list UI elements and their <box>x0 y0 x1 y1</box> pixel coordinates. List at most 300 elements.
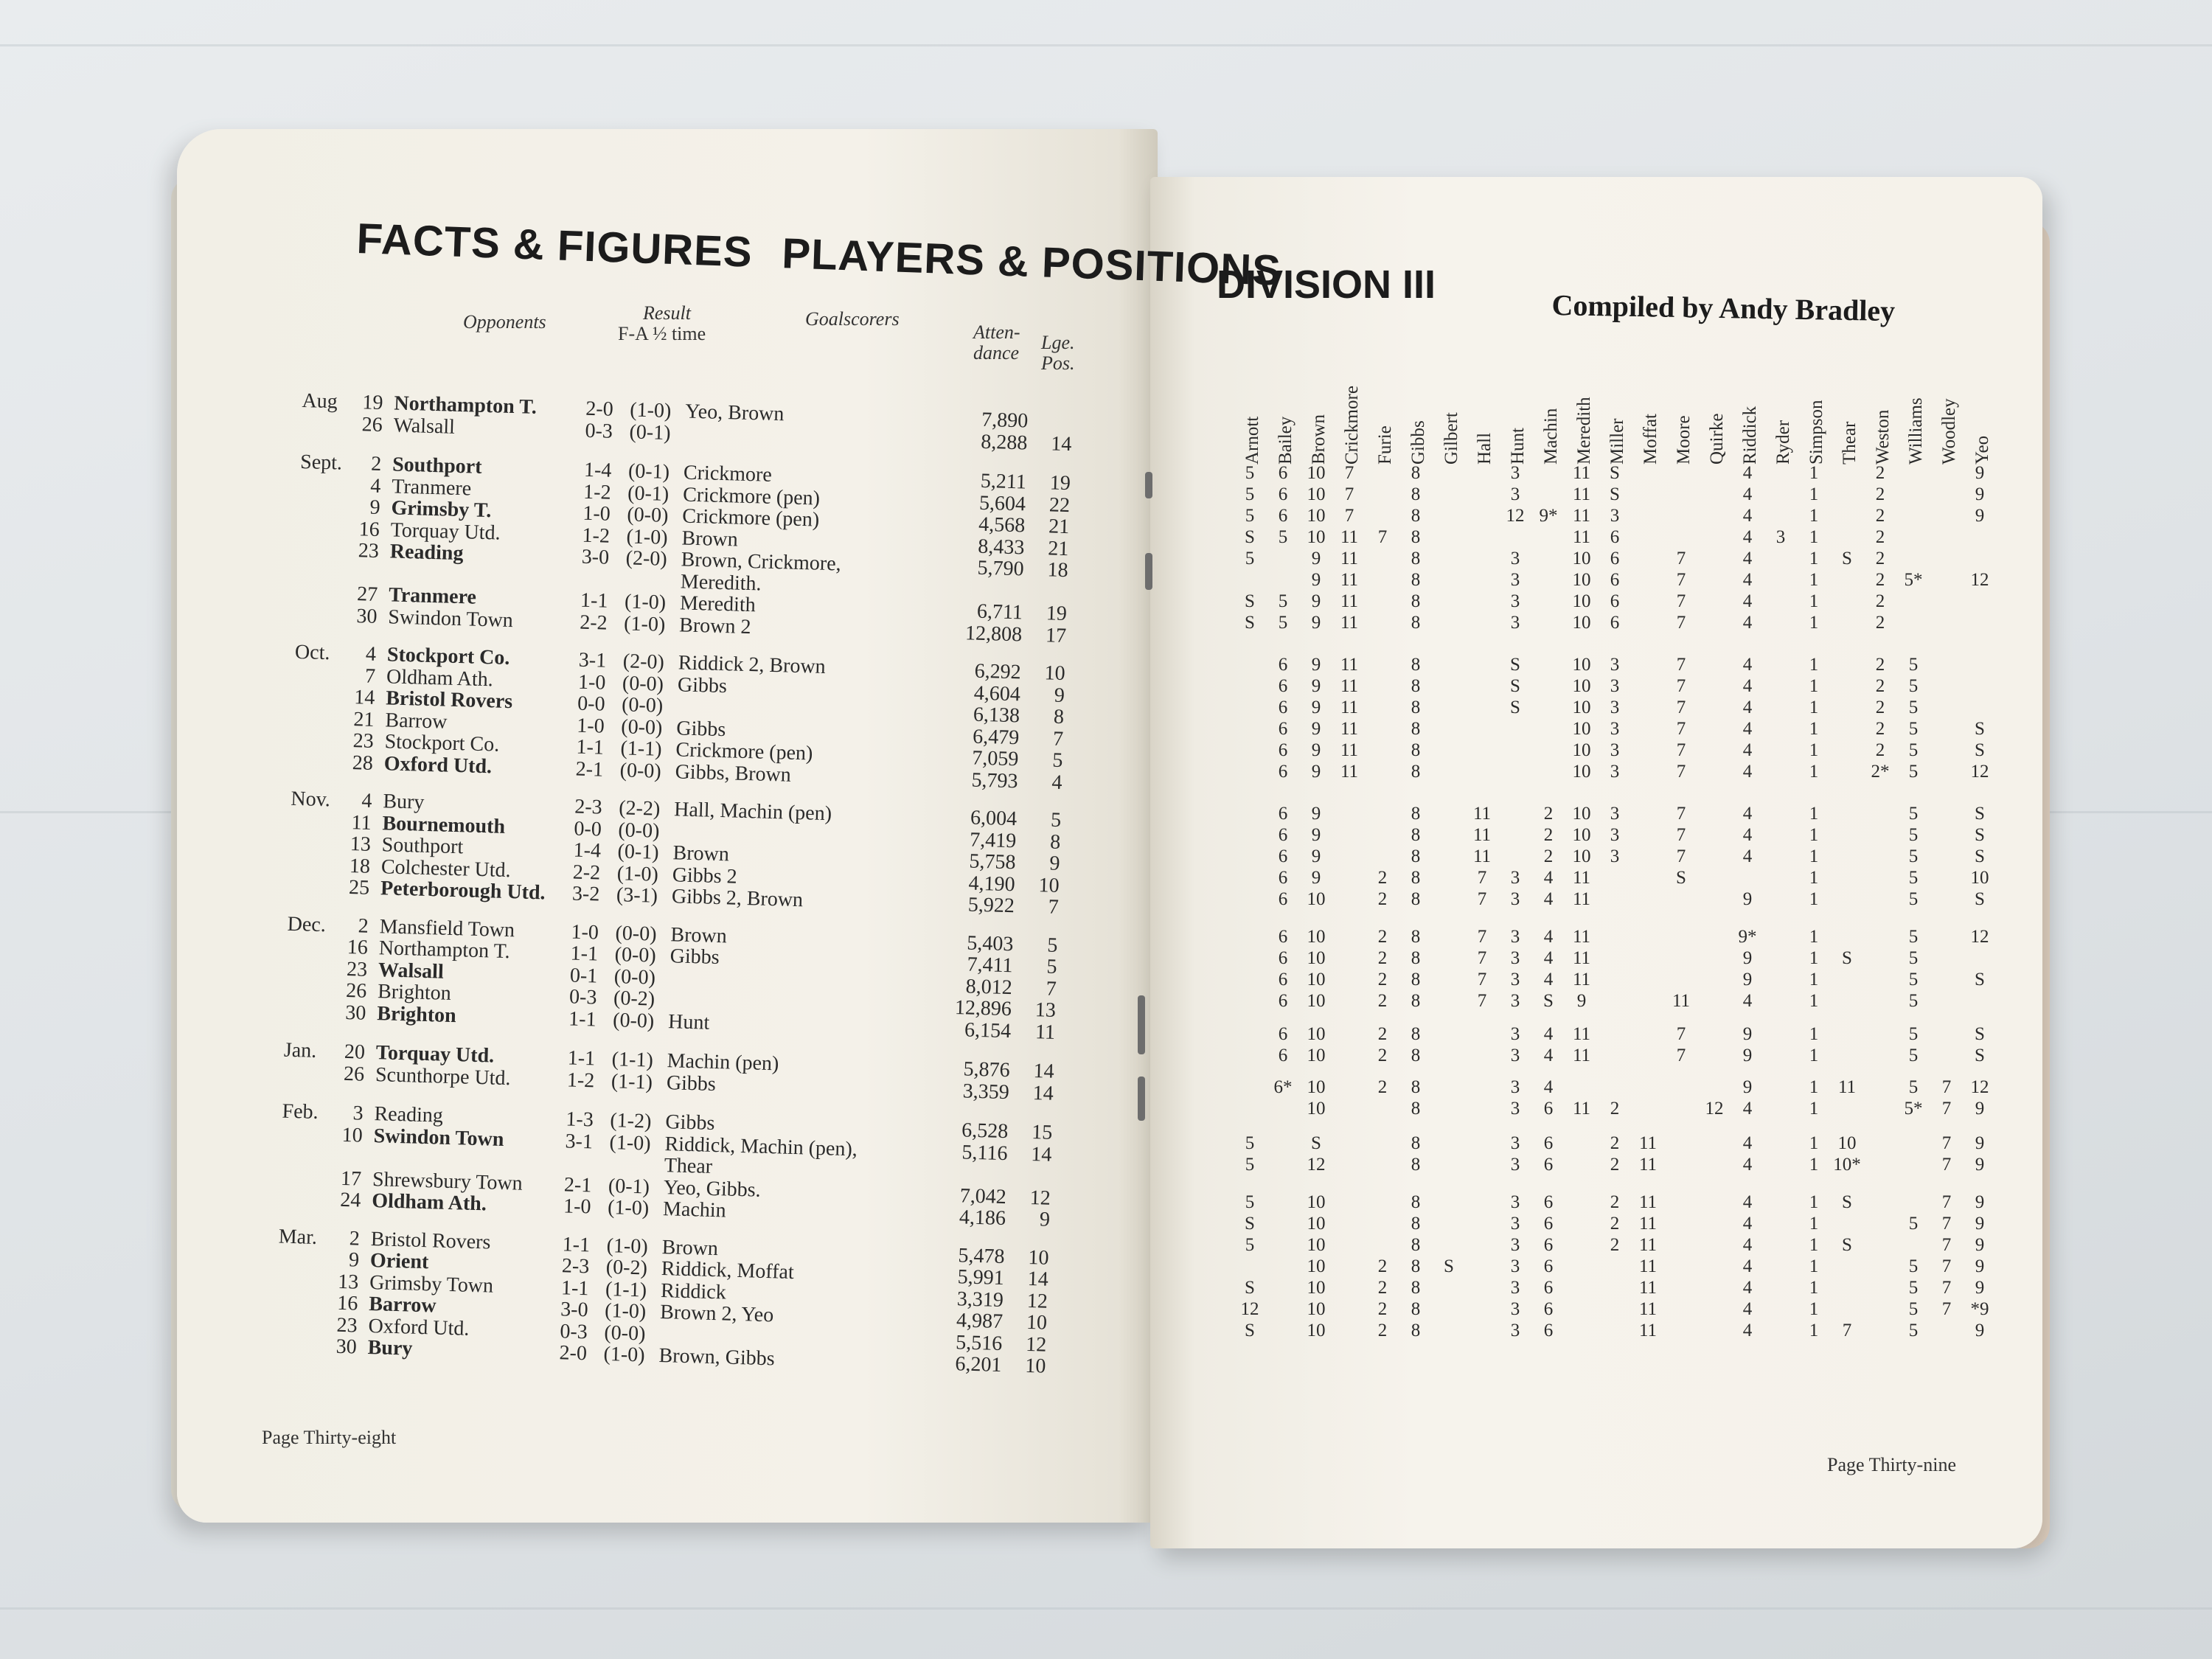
positions-row <box>1224 868 2020 888</box>
position-cell: 2 <box>1875 484 1885 504</box>
position-cell: 10 <box>1307 1046 1326 1065</box>
position-cell: 9 <box>1311 570 1321 590</box>
position-cell: 9 <box>1311 868 1321 888</box>
fixture-result: 0-1 <box>569 963 598 987</box>
position-cell: 6 <box>1278 506 1288 526</box>
position-cell: 3 <box>1510 1099 1520 1119</box>
fixture-attendance: 6,479 <box>972 725 1020 749</box>
fixture-month: Oct. <box>294 640 330 665</box>
fixture-halftime: (0-2) <box>613 987 655 1011</box>
fixture-halftime: (0-1) <box>617 840 660 864</box>
fixture-opponent: Barrow <box>368 1293 437 1318</box>
position-cell: 2 <box>1377 1321 1388 1340</box>
position-cell: 7 <box>1941 1235 1952 1255</box>
position-cell: 4 <box>1742 698 1753 717</box>
position-cell: 7 <box>1941 1214 1952 1234</box>
position-cell: 8 <box>1411 527 1421 547</box>
position-cell: 1 <box>1809 1278 1819 1298</box>
fixture-day: 19 <box>362 391 383 415</box>
position-cell: 4 <box>1742 1321 1753 1340</box>
positions-row <box>1224 1321 2020 1341</box>
position-cell: S <box>1975 740 1985 760</box>
position-cell: 11 <box>1572 506 1591 526</box>
fixture-attendance: 7,890 <box>981 408 1029 433</box>
position-cell: 5 <box>1278 591 1288 611</box>
position-cell: 3 <box>1510 1278 1520 1298</box>
fixture-attendance: 5,922 <box>967 893 1015 918</box>
fixture-league-position: 14 <box>1030 1142 1052 1166</box>
position-cell: 10 <box>1307 970 1326 990</box>
fixture-goalscorers: Gibbs <box>666 1071 717 1096</box>
fixture-month: Sept. <box>299 450 343 475</box>
position-cell: 3 <box>1610 825 1620 845</box>
position-cell: 12 <box>1307 1155 1326 1175</box>
position-cell: 11 <box>1472 846 1492 866</box>
position-cell: 1 <box>1809 1214 1819 1234</box>
fixture-result: 2-2 <box>579 611 608 635</box>
position-cell: 5 <box>1908 1077 1919 1097</box>
position-cell: 1 <box>1809 570 1819 590</box>
fixture-opponent: Bristol Rovers <box>370 1227 491 1254</box>
position-cell: 5 <box>1908 719 1919 739</box>
position-cell: 5 <box>1908 846 1919 866</box>
position-cell: 1 <box>1809 463 1819 483</box>
fixture-league-position: 18 <box>1047 558 1068 582</box>
fixture-goalscorers: Gibbs 2, Brown <box>671 885 804 912</box>
position-cell: 3 <box>1610 698 1620 717</box>
position-cell: 4 <box>1742 719 1753 739</box>
position-cell: S <box>1975 719 1985 739</box>
position-cell: 11 <box>1340 527 1359 547</box>
fixture-attendance: 7,411 <box>967 953 1013 978</box>
fixture-opponent: Torquay Utd. <box>375 1041 495 1068</box>
fixture-day: 26 <box>361 412 383 437</box>
position-cell: 6 <box>1543 1321 1554 1340</box>
fixture-halftime: (1-0) <box>609 1130 652 1155</box>
position-cell: 8 <box>1411 1256 1421 1276</box>
position-cell: 12 <box>1970 927 1989 947</box>
fixture-goalscorers: Brown <box>672 841 730 866</box>
position-cell: S <box>1842 1192 1852 1212</box>
fixture-result: 1-0 <box>571 919 599 945</box>
compiler-credit: Compiled by Andy Bradley <box>1551 288 1896 328</box>
positions-row <box>1224 1077 2020 1098</box>
position-cell: S <box>1975 970 1985 990</box>
fixture-goalscorers: Gibbs <box>677 672 728 698</box>
position-cell: 2 <box>1875 570 1885 590</box>
position-cell: 2 <box>1610 1192 1620 1212</box>
staple <box>1138 1077 1145 1121</box>
position-cell: 11 <box>1572 1046 1591 1065</box>
position-cell: 3 <box>1510 889 1520 909</box>
fixture-opponent: Bury <box>383 790 425 814</box>
position-cell: 5 <box>1278 527 1288 547</box>
fixture-halftime: (2-0) <box>622 650 665 674</box>
fixture-league-position: 14 <box>1027 1267 1049 1291</box>
position-cell: 5 <box>1908 740 1919 760</box>
position-cell: 3 <box>1610 762 1620 782</box>
position-cell: 6 <box>1278 948 1288 968</box>
fixture-opponent: Brighton <box>376 1001 457 1027</box>
player-name-header: Moore <box>1674 415 1694 465</box>
position-cell: 2 <box>1875 740 1885 760</box>
position-cell: S <box>1676 868 1686 888</box>
fixture-day: 23 <box>358 539 380 563</box>
positions-row <box>1224 676 2020 697</box>
fixture-day: 18 <box>349 854 371 878</box>
position-cell: 1 <box>1809 506 1819 526</box>
player-name-header: Bailey <box>1276 416 1295 465</box>
position-cell: 9 <box>1311 613 1321 633</box>
position-cell: 8 <box>1411 825 1421 845</box>
position-cell: 11 <box>1638 1256 1658 1276</box>
position-cell: 6 <box>1278 463 1288 483</box>
position-cell: 7 <box>1676 676 1686 696</box>
positions-row <box>1224 927 2020 947</box>
position-cell: 4 <box>1742 549 1753 568</box>
positions-row <box>1224 804 2020 824</box>
position-cell: 7 <box>1676 719 1686 739</box>
position-cell: 6 <box>1543 1235 1554 1255</box>
header-attendance-1: Atten- <box>973 321 1020 343</box>
fixture-day: 26 <box>345 978 367 1003</box>
position-cell: 11 <box>1472 825 1492 845</box>
position-cell: 10 <box>1307 484 1326 504</box>
position-cell: 11 <box>1572 1099 1591 1119</box>
fixture-opponent: Oldham Ath. <box>371 1189 487 1216</box>
fixture-attendance: 6,292 <box>974 659 1022 684</box>
position-cell: 7 <box>1477 948 1487 968</box>
positions-row <box>1224 463 2020 484</box>
position-cell: 3 <box>1510 1133 1520 1153</box>
position-cell: 10 <box>1307 991 1326 1011</box>
position-cell: 3 <box>1510 868 1520 888</box>
position-cell: 3 <box>1510 1077 1520 1097</box>
fixture-halftime: (0-0) <box>620 714 663 740</box>
player-name-header: Williams <box>1906 397 1926 465</box>
fixture-day: 27 <box>356 582 378 606</box>
positions-row <box>1224 591 2020 612</box>
position-cell: 9 <box>1742 1024 1753 1044</box>
position-cell: 6 <box>1278 927 1288 947</box>
position-cell: 4 <box>1543 927 1554 947</box>
position-cell: 5 <box>1245 1235 1255 1255</box>
positions-row <box>1224 1099 2020 1119</box>
position-cell: 10 <box>1307 927 1326 947</box>
position-cell: 12 <box>1970 1077 1989 1097</box>
fixture-result: 2-1 <box>563 1172 592 1197</box>
player-name-header: Gibbs <box>1408 420 1428 465</box>
fixture-result: 1-1 <box>560 1276 589 1300</box>
position-cell: 1 <box>1809 927 1819 947</box>
header-goalscorers: Goalscorers <box>805 308 900 330</box>
position-cell: 7 <box>1941 1278 1952 1298</box>
position-cell: 6 <box>1278 698 1288 717</box>
position-cell: S <box>1975 1046 1985 1065</box>
position-cell: 8 <box>1411 698 1421 717</box>
position-cell: 1 <box>1809 698 1819 717</box>
position-cell: 6 <box>1610 591 1620 611</box>
position-cell: 7 <box>1344 506 1354 526</box>
position-cell: 10 <box>1572 549 1591 568</box>
fixture-result: 0-3 <box>560 1319 588 1343</box>
position-cell: 7 <box>1941 1099 1952 1119</box>
position-cell: 9 <box>1975 463 1985 483</box>
position-cell: 11 <box>1572 868 1591 888</box>
fixture-attendance: 6,528 <box>961 1119 1009 1144</box>
fixture-result: 0-0 <box>574 817 602 841</box>
position-cell: 11 <box>1638 1133 1658 1153</box>
fixture-day: 16 <box>336 1291 358 1315</box>
fixture-day: 2 <box>358 914 369 938</box>
fixture-opponent: Peterborough Utd. <box>380 877 546 905</box>
player-name-header: Quirke <box>1707 413 1727 465</box>
position-cell: 2 <box>1543 846 1554 866</box>
fixture-goalscorers: Riddick 2, Brown <box>678 651 827 678</box>
fixture-result: 1-0 <box>582 501 611 526</box>
fixture-month: Mar. <box>278 1225 318 1249</box>
position-cell: 6 <box>1278 676 1288 696</box>
fixture-goalscorers: Brown, Gibbs <box>658 1344 776 1371</box>
position-cell: 4 <box>1742 804 1753 824</box>
position-cell: 3 <box>1510 1155 1520 1175</box>
position-cell: 6 <box>1543 1256 1554 1276</box>
position-cell: 10 <box>1307 1256 1326 1276</box>
fixture-opponent: Bristol Rovers <box>385 686 513 714</box>
fixture-day: 17 <box>340 1166 362 1191</box>
position-cell: 4 <box>1742 506 1753 526</box>
fixture-attendance: 4,186 <box>959 1206 1006 1231</box>
player-name-header: Miller <box>1607 418 1627 465</box>
position-cell: 3 <box>1510 970 1520 990</box>
fixture-attendance: 5,478 <box>958 1243 1005 1268</box>
position-cell: 5 <box>1245 549 1255 568</box>
fixture-day: 3 <box>352 1102 364 1125</box>
position-cell: 11 <box>1572 948 1591 968</box>
position-cell: 8 <box>1411 846 1421 866</box>
position-cell: 11 <box>1638 1155 1658 1175</box>
fixture-halftime: (0-0) <box>612 1008 655 1033</box>
position-cell: 9 <box>1975 1256 1985 1276</box>
position-cell: 3 <box>1510 1024 1520 1044</box>
fixture-result: 3-1 <box>565 1129 594 1153</box>
positions-row <box>1224 1214 2020 1234</box>
position-cell: 6 <box>1278 740 1288 760</box>
fixture-halftime: (0-2) <box>605 1255 648 1280</box>
division-title: DIVISION III <box>1217 262 1436 307</box>
position-cell: S <box>1444 1256 1454 1276</box>
position-cell: 9 <box>1311 698 1321 717</box>
position-cell: 9 <box>1975 1192 1985 1212</box>
position-cell: 2 <box>1610 1099 1620 1119</box>
position-cell: 8 <box>1411 484 1421 504</box>
positions-row <box>1224 970 2020 990</box>
position-cell: 11 <box>1340 549 1359 568</box>
fixture-opponent: Grimsby T. <box>391 496 492 523</box>
fixture-opponent: Walsall <box>393 413 456 439</box>
position-cell: 6 <box>1610 570 1620 590</box>
position-cell: 4 <box>1742 1278 1753 1298</box>
position-cell: 10 <box>1307 1214 1326 1234</box>
position-cell: 10 <box>1572 719 1591 739</box>
fixture-league-position: 5 <box>1050 808 1062 832</box>
position-cell: 11 <box>1572 463 1591 483</box>
position-cell: 5 <box>1908 698 1919 717</box>
position-cell: 1 <box>1809 889 1819 909</box>
fixture-opponent: Colchester Utd. <box>380 855 512 882</box>
position-cell: 2 <box>1377 927 1388 947</box>
positions-row <box>1224 655 2020 675</box>
position-cell: 3 <box>1510 1235 1520 1255</box>
fixture-opponent: Scunthorpe Utd. <box>375 1062 511 1090</box>
position-cell: 4 <box>1543 889 1554 909</box>
position-cell: S <box>1543 991 1554 1011</box>
position-cell: 7 <box>1676 846 1686 866</box>
position-cell: 2 <box>1610 1214 1620 1234</box>
position-cell: 4 <box>1742 740 1753 760</box>
fixture-attendance: 4,190 <box>968 871 1016 896</box>
position-cell: 3 <box>1510 484 1520 504</box>
fixture-goalscorers: Riddick, Machin (pen), <box>664 1132 858 1161</box>
position-cell: 9 <box>1742 889 1753 909</box>
fixture-attendance: 12,896 <box>954 996 1012 1021</box>
position-cell: 12 <box>1970 762 1989 782</box>
position-cell: S <box>1975 825 1985 845</box>
position-cell: 8 <box>1411 1155 1421 1175</box>
fixture-goalscorers: Riddick, Moffat <box>661 1257 795 1284</box>
fixture-opponent: Stockport Co. <box>386 643 510 669</box>
position-cell: 3 <box>1510 1214 1520 1234</box>
position-cell: 8 <box>1411 613 1421 633</box>
position-cell: 10 <box>1970 868 1989 888</box>
fixture-goalscorers: Gibbs <box>669 945 720 970</box>
fixture-league-position: 14 <box>1050 431 1072 456</box>
fixture-opponent: Oldham Ath. <box>386 664 494 691</box>
position-cell: 4 <box>1742 591 1753 611</box>
fixture-month: Jan. <box>283 1038 317 1062</box>
fixture-goalscorers: Crickmore (pen) <box>675 738 813 765</box>
position-cell: 2 <box>1875 591 1885 611</box>
position-cell: 12 <box>1506 506 1525 526</box>
position-cell: 11 <box>1672 991 1691 1011</box>
fixture-opponent: Swindon Town <box>388 605 514 632</box>
position-cell: 1 <box>1809 719 1819 739</box>
fixture-attendance: 5,211 <box>980 469 1027 494</box>
position-cell: 2 <box>1377 1046 1388 1065</box>
fixture-league-position: 9 <box>1039 1208 1051 1231</box>
position-cell: 9 <box>1742 1077 1753 1097</box>
position-cell: 6 <box>1278 484 1288 504</box>
position-cell: S <box>1975 889 1985 909</box>
position-cell: 6 <box>1543 1192 1554 1212</box>
player-name-header: Hall <box>1475 432 1495 465</box>
position-cell: 8 <box>1411 927 1421 947</box>
fixture-halftime: (0-1) <box>608 1174 650 1199</box>
position-cell: 8 <box>1411 506 1421 526</box>
position-cell: 7 <box>1842 1321 1852 1340</box>
position-cell: S <box>1510 698 1520 717</box>
position-cell: S <box>1842 549 1852 568</box>
position-cell: 11 <box>1572 970 1591 990</box>
header-result: Result <box>643 302 691 324</box>
position-cell: 1 <box>1809 527 1819 547</box>
positions-row <box>1224 948 2020 969</box>
position-cell: 4 <box>1543 1024 1554 1044</box>
position-cell: 9 <box>1576 991 1587 1011</box>
fixture-attendance: 3,319 <box>956 1287 1004 1312</box>
position-cell: S <box>1975 846 1985 866</box>
position-cell: 1 <box>1809 1321 1819 1340</box>
position-cell: 9 <box>1975 1321 1985 1340</box>
fixture-league-position: 5 <box>1046 955 1057 978</box>
fixture-attendance: 6,154 <box>964 1018 1012 1043</box>
position-cell: 10 <box>1572 698 1591 717</box>
position-cell: S <box>1245 527 1255 547</box>
position-cell: 11 <box>1340 613 1359 633</box>
position-cell: 8 <box>1411 1235 1421 1255</box>
fixture-halftime: (0-0) <box>604 1321 646 1345</box>
position-cell: 7 <box>1377 527 1388 547</box>
fixture-day: 30 <box>335 1335 358 1359</box>
position-cell: 10 <box>1307 889 1326 909</box>
fixture-day: 16 <box>347 936 369 959</box>
fixture-opponent: Oxford Utd. <box>368 1314 470 1340</box>
position-cell: 8 <box>1411 991 1421 1011</box>
position-cell: 8 <box>1411 463 1421 483</box>
position-cell: 5 <box>1908 868 1919 888</box>
staple <box>1145 472 1152 498</box>
position-cell: 9* <box>1539 506 1558 526</box>
position-cell: 3 <box>1775 527 1786 547</box>
fixture-day: 26 <box>343 1062 365 1086</box>
fixture-halftime: (1-0) <box>624 590 667 614</box>
fixture-attendance: 4,604 <box>973 681 1021 706</box>
position-cell: 9 <box>1975 1278 1985 1298</box>
fixture-attendance: 12,808 <box>964 621 1023 646</box>
position-cell: 5 <box>1908 889 1919 909</box>
position-cell: 9 <box>1311 549 1321 568</box>
position-cell: 3 <box>1510 991 1520 1011</box>
position-cell: 11 <box>1638 1321 1658 1340</box>
positions-row <box>1224 484 2020 505</box>
position-cell: 2 <box>1875 549 1885 568</box>
fixture-halftime: (1-0) <box>626 524 669 549</box>
position-cell: 8 <box>1411 1099 1421 1119</box>
positions-row <box>1224 1024 2020 1045</box>
position-cell: 5 <box>1908 804 1919 824</box>
fixture-halftime: (1-1) <box>611 1048 654 1072</box>
position-cell: 3 <box>1510 613 1520 633</box>
position-cell: 3 <box>1610 846 1620 866</box>
position-cell: S <box>1245 613 1255 633</box>
position-cell: 2 <box>1875 719 1885 739</box>
position-cell: 4 <box>1543 948 1554 968</box>
fixture-league-position: 7 <box>1052 727 1064 751</box>
position-cell: 2 <box>1377 889 1388 909</box>
position-cell: 2 <box>1610 1235 1620 1255</box>
position-cell: 1 <box>1809 846 1819 866</box>
fixture-league-position: 15 <box>1031 1121 1053 1144</box>
position-cell: 4 <box>1543 1077 1554 1097</box>
position-cell: 1 <box>1809 676 1819 696</box>
fixture-goalscorers: Hall, Machin (pen) <box>673 798 832 826</box>
position-cell: S <box>1610 463 1620 483</box>
fixture-attendance: 4,987 <box>956 1309 1004 1334</box>
position-cell: 3 <box>1510 591 1520 611</box>
position-cell: S <box>1245 1321 1255 1340</box>
fixture-league-position: 9 <box>1049 852 1060 875</box>
position-cell: 7 <box>1676 613 1686 633</box>
